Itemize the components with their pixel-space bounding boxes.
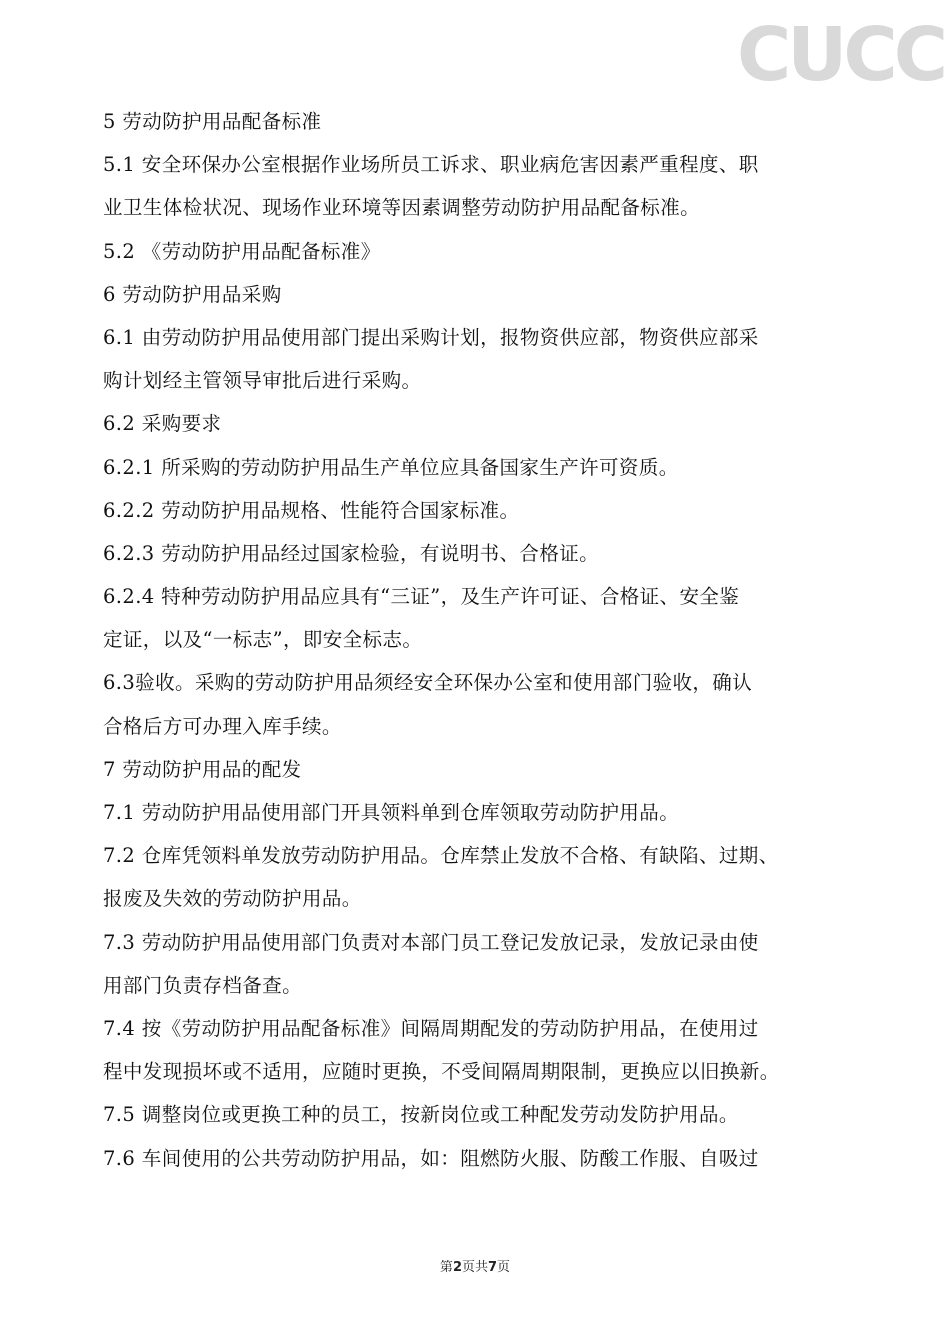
text-line: 7.6 车间使用的公共劳动防护用品，如：阻燃防火服、防酸工作服、自吸过 — [103, 1146, 759, 1170]
text-line: 5.1 安全环保办公室根据作业场所员工诉求、职业病危害因素严重程度、职 — [103, 153, 759, 177]
cucc-logo: CUCC — [736, 12, 944, 98]
text-line: 7.1 劳动防护用品使用部门开具领料单到仓库领取劳动防护用品。 — [103, 801, 680, 824]
text-line: 5.2 《劳动防护用品配备标准》 — [103, 239, 381, 263]
text-line: 合格后方可办理入库手续。 — [103, 714, 342, 738]
text-line: 报废及失效的劳动防护用品。 — [103, 887, 362, 911]
text-line: 5 劳动防护用品配备标准 — [103, 110, 322, 133]
text-line: 7.3 劳动防护用品使用部门负责对本部门员工登记发放记录，发放记录由使 — [103, 930, 759, 954]
text-line: 7.2 仓库凭领料单发放劳动防护用品。仓库禁止发放不合格、有缺陷、过期、 — [103, 844, 779, 868]
text-line: 7.4 按《劳动防护用品配备标准》间隔周期配发的劳动防护用品，在使用过 — [103, 1016, 759, 1040]
document-body — [103, 100, 863, 1180]
text-line: 定证，以及“一标志”，即安全标志。 — [103, 628, 423, 652]
text-line: 6.2.3 劳动防护用品经过国家检验，有说明书、合格证。 — [103, 541, 600, 565]
text-line: 7 劳动防护用品的配发 — [103, 757, 302, 781]
current-page-number: 2 — [452, 1260, 462, 1275]
total-page-number: 7 — [488, 1260, 498, 1275]
text-line: 购计划经主管领导审批后进行采购。 — [103, 369, 422, 393]
text-line: 6.3验收。采购的劳动防护用品须经安全环保办公室和使用部门验收，确认 — [103, 671, 753, 695]
footer-suffix: 页 — [497, 1260, 511, 1275]
footer-middle: 页共 — [461, 1260, 488, 1275]
page-footer — [0, 1256, 950, 1275]
text-line: 6.2.4 特种劳动防护用品应具有“三证”，及生产许可证、合格证、安全鉴 — [103, 585, 740, 609]
text-line: 用部门负责存档备查。 — [103, 973, 303, 997]
text-line: 6.2.2 劳动防护用品规格、性能符合国家标准。 — [103, 498, 520, 522]
text-line: 6 劳动防护用品采购 — [103, 282, 282, 306]
footer-prefix: 第 — [439, 1260, 453, 1275]
text-line: 程中发现损坏或不适用，应随时更换，不受间隔周期限制，更换应以旧换新。 — [103, 1060, 780, 1084]
text-line: 6.2.1 所采购的劳动防护用品生产单位应具备国家生产许可资质。 — [103, 455, 679, 479]
text-line: 业卫生体检状况、现场作业环境等因素调整劳动防护用品配备标准。 — [103, 196, 701, 220]
text-line: 6.1 由劳动防护用品使用部门提出采购计划，报物资供应部，物资供应部采 — [103, 325, 759, 349]
text-line: 7.5 调整岗位或更换工种的员工，按新岗位或工种配发劳动发防护用品。 — [103, 1103, 739, 1127]
text-line: 6.2 采购要求 — [103, 412, 222, 436]
